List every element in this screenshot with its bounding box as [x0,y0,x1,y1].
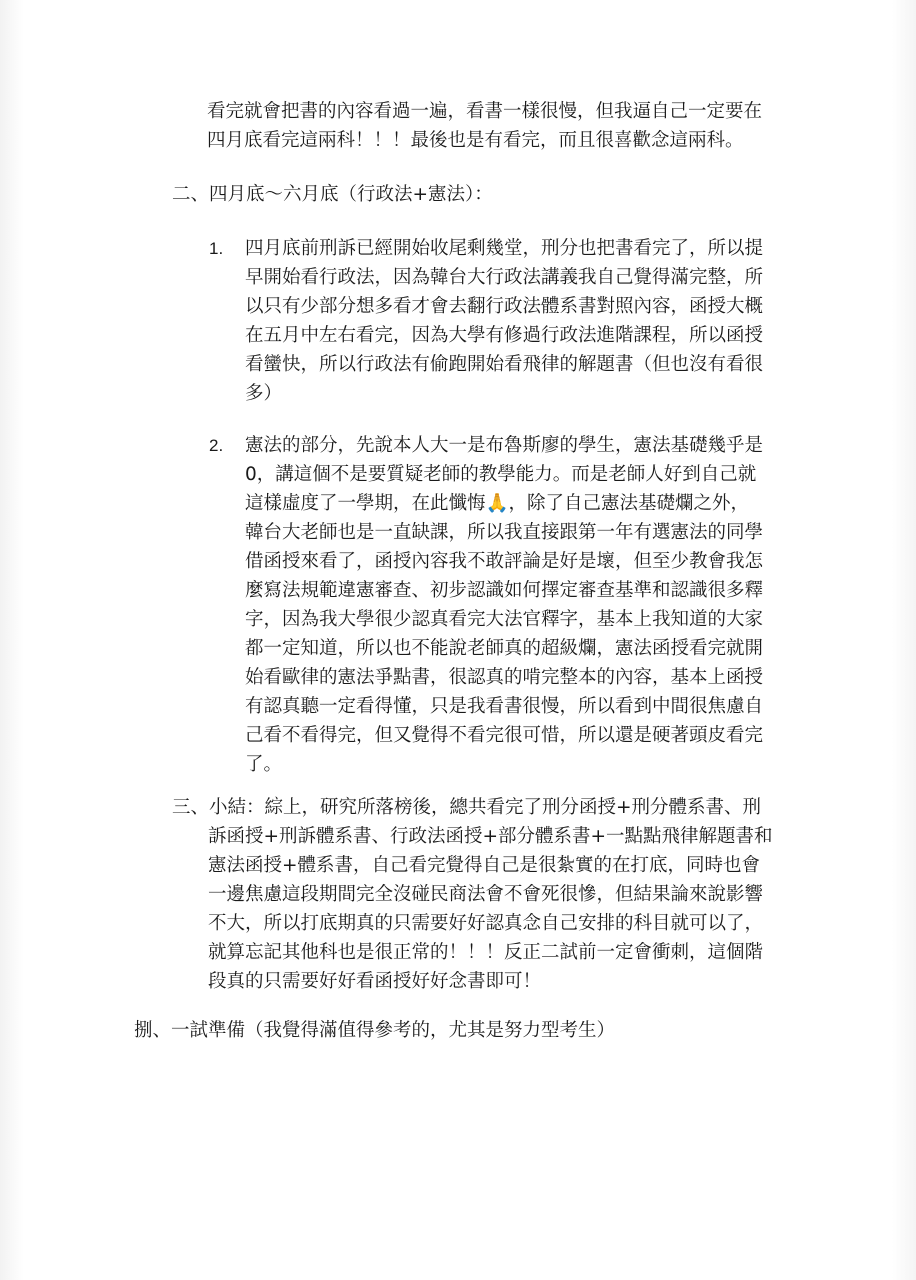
intro-paragraph [207,97,762,155]
text-line: 憲法的部分，先說本人大一是布魯斯廖的學生，憲法基礎幾乎是 [245,435,764,456]
text-line: 己看不看得完，但又覺得不看完很可惜，所以還是硬著頭皮看完 [245,725,764,746]
text-line: 這樣虛度了一學期，在此懺悔🙏，除了自己憲法基礎爛之外， [245,493,750,514]
text-line: 始看歐律的憲法爭點書，很認真的啃完整本的內容，基本上函授 [245,667,764,688]
text-line: 麼寫法規範違憲審查、初步認識如何擇定審查基準和認識很多釋 [245,580,764,601]
text-line: 在五月中左右看完，因為大學有修過行政法進階課程，所以函授 [245,325,764,346]
section-three-summary [172,793,773,996]
heading-text: 捌、一試準備（我覺得滿值得參考的，尤其是努力型考生） [134,1020,616,1041]
text-line: 看蠻快，所以行政法有偷跑開始看飛律的解題書（但也沒有看很 [245,354,764,375]
text-line: 不大，所以打底期真的只需要好好認真念自己安排的科目就可以了， [208,913,764,934]
text-line: 有認真聽一定看得懂，只是我看書很慢，所以看到中間很焦慮自 [245,696,764,717]
text-line: 多） [245,383,283,404]
list-item-2 [245,431,763,779]
text-line: 都一定知道，所以也不能說老師真的超級爛，憲法函授看完就開 [245,638,764,659]
text-line: 了。 [245,754,283,775]
text-line: 四月底前刑訴已經開始收尾剩幾堂，刑分也把書看完了，所以提 [245,238,764,259]
section-eight-heading [134,1016,615,1045]
text-line: 憲法函授+體系書，自己看完覺得自己是很紮實的在打底，同時也會 [208,855,761,876]
text-line: 訴函授+刑訴體系書、行政法函授+部分體系書+一點點飛律解題書和 [208,826,773,847]
text-line: 韓台大老師也是一直缺課，所以我直接跟第一年有選憲法的同學 [245,522,764,543]
text-line: 一邊焦慮這段期間完全沒碰民商法會不會死很慘，但結果論來說影響 [208,884,764,905]
text-line: 看完就會把書的內容看過一遍，看書一樣很慢，但我逼自己一定要在 [207,101,763,122]
text-line: 早開始看行政法，因為韓台大行政法講義我自己覺得滿完整，所 [245,267,764,288]
text-line: 字，因為我大學很少認真看完大法官釋字，基本上我知道的大家 [245,609,764,630]
text-line: 三、小結：綜上，研究所落榜後，總共看完了刑分函授+刑分體系書、刑 [172,797,762,818]
text-line: 以只有少部分想多看才會去翻行政法體系書對照內容，函授大概 [245,296,764,317]
list-number-1: 1. [209,239,224,258]
section-two-heading [172,180,493,209]
text-line: 借函授來看了，函授內容我不敢評論是好是壞，但至少教會我怎 [245,551,764,572]
text-line: 就算忘記其他科也是很正常的！！！反正二試前一定會衝刺，這個階 [208,942,764,963]
heading-text: 二、四月底～六月底（行政法+憲法）： [172,184,493,205]
list-item-1 [245,234,763,408]
text-line: 四月底看完這兩科！！！最後也是有看完，而且很喜歡念這兩科。 [207,130,744,151]
list-number-2: 2. [209,436,224,455]
text-line: 0，講這個不是要質疑老師的教學能力。而是老師人好到自己就 [245,464,757,485]
text-line: 段真的只需要好好看函授好好念書即可！ [208,971,542,992]
